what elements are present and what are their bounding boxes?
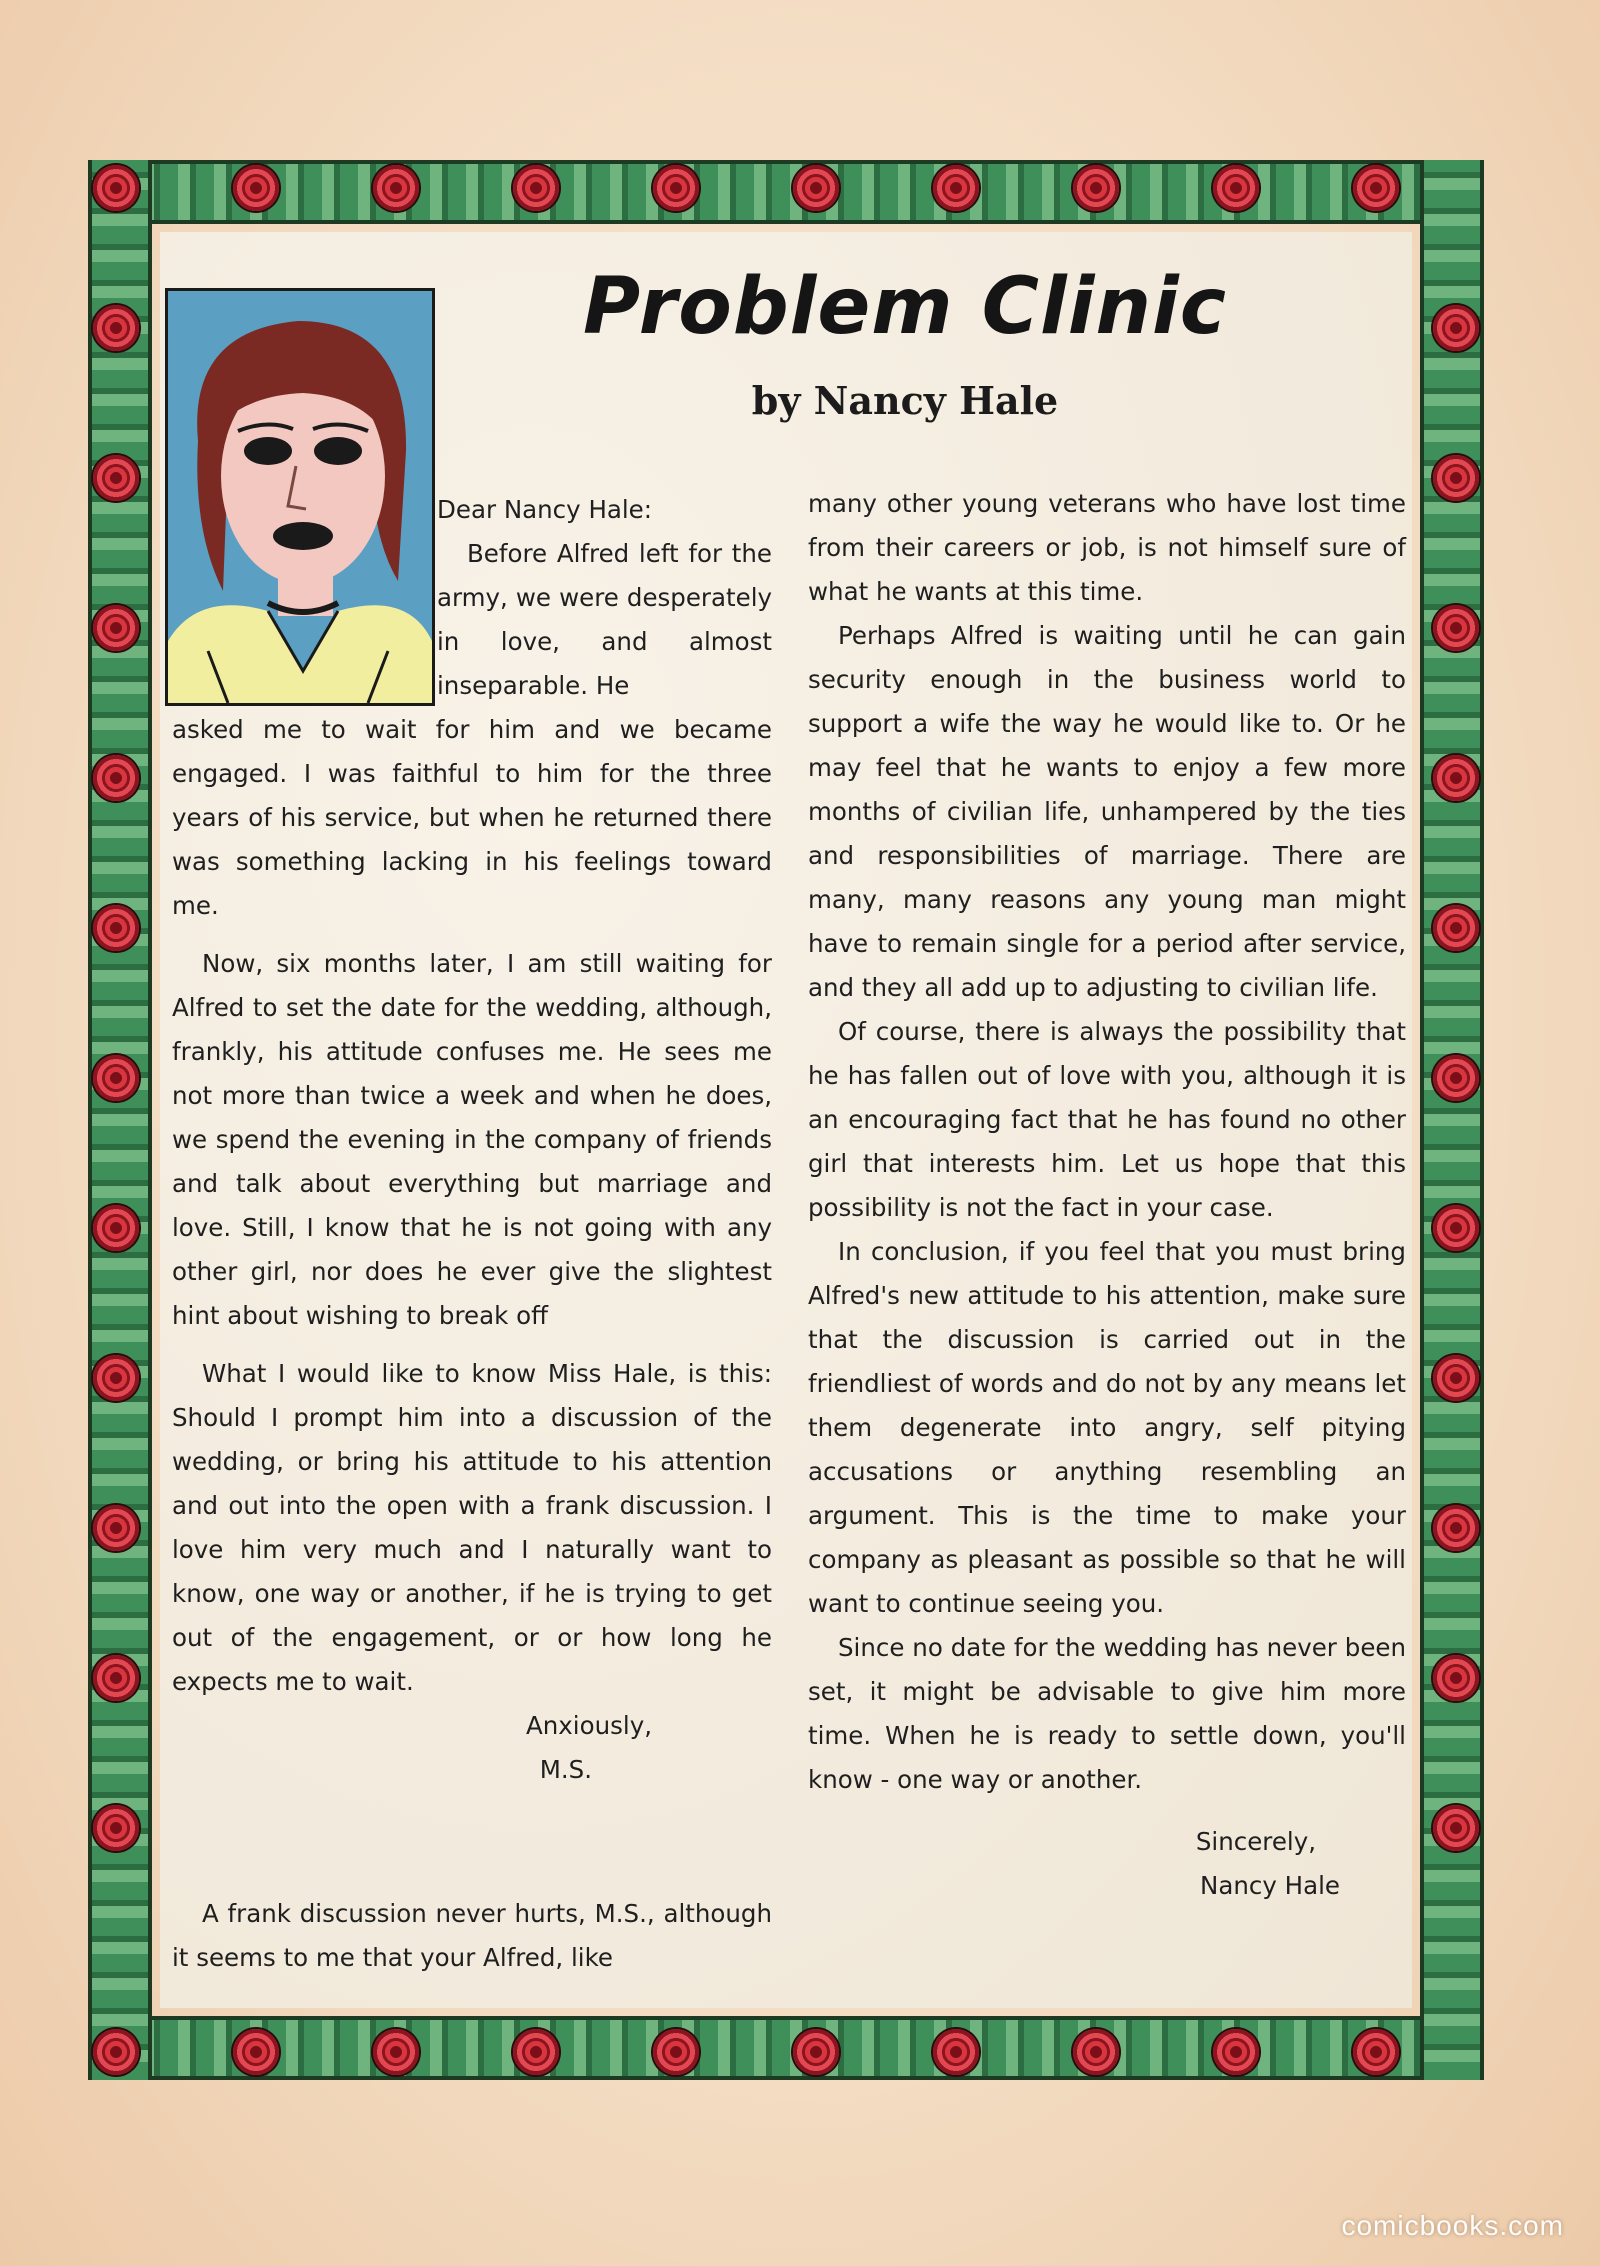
rose-icon xyxy=(1433,1505,1479,1551)
rose-icon xyxy=(1433,1205,1479,1251)
woman-portrait-illustration xyxy=(165,288,435,706)
rose-icon xyxy=(93,905,139,951)
rose-icon xyxy=(1213,165,1259,211)
letter-intro-wrap: Before Alfred left for the army, we were desperately in love, and almost inseparable. He xyxy=(437,539,772,700)
border-left xyxy=(88,160,152,2080)
reply-signature: Nancy Hale xyxy=(1200,1871,1340,1900)
letter-signature: M.S. xyxy=(539,1755,592,1784)
rose-icon xyxy=(373,2029,419,2075)
rose-icon xyxy=(513,2029,559,2075)
rose-icon xyxy=(1433,305,1479,351)
reply-paragraph-5: Since no date for the wedding has never been set, it might be advisable to give him more time. When he is ready to settle down, you'll know - one way or another. xyxy=(808,1633,1406,1794)
rose-icon xyxy=(1433,1355,1479,1401)
rose-icon xyxy=(93,1505,139,1551)
rose-icon xyxy=(793,2029,839,2075)
rose-icon xyxy=(653,165,699,211)
rose-icon xyxy=(93,2029,139,2075)
rose-icon xyxy=(793,165,839,211)
reply-paragraph-3: Of course, there is always the possibility that he has fallen out of love with you, although it is an encouraging fact that he has found no other girl that interests him. Let us hope that this possibility is not the fact in your case. xyxy=(808,1017,1406,1222)
rose-icon xyxy=(1213,2029,1259,2075)
letter-column xyxy=(172,708,772,1980)
rose-icon xyxy=(1353,2029,1399,2075)
rose-icon xyxy=(1433,455,1479,501)
rose-icon xyxy=(93,165,139,211)
rose-icon xyxy=(1433,1655,1479,1701)
rose-icon xyxy=(1433,1055,1479,1101)
rose-icon xyxy=(233,2029,279,2075)
rose-icon xyxy=(93,1655,139,1701)
rose-icon xyxy=(653,2029,699,2075)
page-title: Problem Clinic xyxy=(583,262,1227,352)
rose-icon xyxy=(1073,2029,1119,2075)
reply-paragraph-4: In conclusion, if you feel that you must bring Alfred's new attitude to his attention, make sure that the discussion is carried out in the friendliest of words and do not by any means let them degenerate into angry, self pitying accusations or anything resembling an argument. This is the time to make your company as pleasant as possible so that he will want to continue seeing you. xyxy=(808,1237,1406,1618)
rose-icon xyxy=(93,1205,139,1251)
rose-icon xyxy=(1073,165,1119,211)
letter-salutation: Dear Nancy Hale: xyxy=(437,495,653,524)
rose-icon xyxy=(933,165,979,211)
rose-icon xyxy=(93,605,139,651)
rose-icon xyxy=(1433,755,1479,801)
rose-icon xyxy=(1433,1805,1479,1851)
reply-paragraph-2: Perhaps Alfred is waiting until he can gain security enough in the business world to support a wife the way he would like to. Or he may feel that he wants to enjoy a few more months of civilian life, unhampered by the ties and responsibilities of marriage. There are many, many reasons any young man might have to remain single for a period after service, and they all add up to adjusting to civilian life. xyxy=(808,621,1406,1002)
reply-closing: Sincerely, xyxy=(1195,1827,1316,1856)
border-right xyxy=(1420,160,1484,2080)
rose-icon xyxy=(373,165,419,211)
rose-icon xyxy=(93,755,139,801)
rose-icon xyxy=(1353,165,1399,211)
rose-icon xyxy=(933,2029,979,2075)
letter-closing: Anxiously, xyxy=(526,1711,652,1740)
reply-paragraph-1: many other young veterans who have lost time from their careers or job, is not himself sure of what he wants at this time. xyxy=(808,489,1406,606)
letter-paragraph-3: What I would like to know Miss Hale, is this: Should I prompt him into a discussion of the wedding, or bring his attitude to his attention and out into the open with a frank discussion. I love him very much and I naturally want to know, one way or another, if he is trying to get out of the engagement, or or how long he expects me to wait. xyxy=(172,1359,772,1696)
border-top xyxy=(88,160,1484,224)
rose-icon xyxy=(93,1355,139,1401)
byline: by Nancy Hale xyxy=(751,378,1059,423)
rose-icon xyxy=(93,1805,139,1851)
rose-icon xyxy=(233,165,279,211)
portrait-svg xyxy=(168,291,432,703)
rose-icon xyxy=(1433,605,1479,651)
reply-column xyxy=(808,482,1406,1908)
reply-start: A frank discussion never hurts, M.S., although it seems to me that your Alfred, like xyxy=(172,1899,772,1972)
rose-icon xyxy=(93,455,139,501)
border-bottom xyxy=(88,2016,1484,2080)
rose-icon xyxy=(1433,905,1479,951)
rose-icon xyxy=(93,305,139,351)
letter-intro xyxy=(437,488,772,708)
rose-icon xyxy=(513,165,559,211)
letter-paragraph-2: Now, six months later, I am still waiting for Alfred to set the date for the wedding, although, frankly, his attitude confuses me. He sees me not more than twice a week and when he does, we spend the evening in the company of friends and talk about everything but marriage and love. Still, I know that he is not going with any other girl, nor does he ever give the slightest hint about wishing to break off xyxy=(172,949,772,1330)
site-watermark: comicbooks.com xyxy=(1341,2210,1564,2241)
rose-icon xyxy=(93,1055,139,1101)
letter-paragraph-1: asked me to wait for him and we became engaged. I was faithful to him for the three years of his service, but when he returned there was something lacking in his feelings toward me. xyxy=(172,715,772,920)
